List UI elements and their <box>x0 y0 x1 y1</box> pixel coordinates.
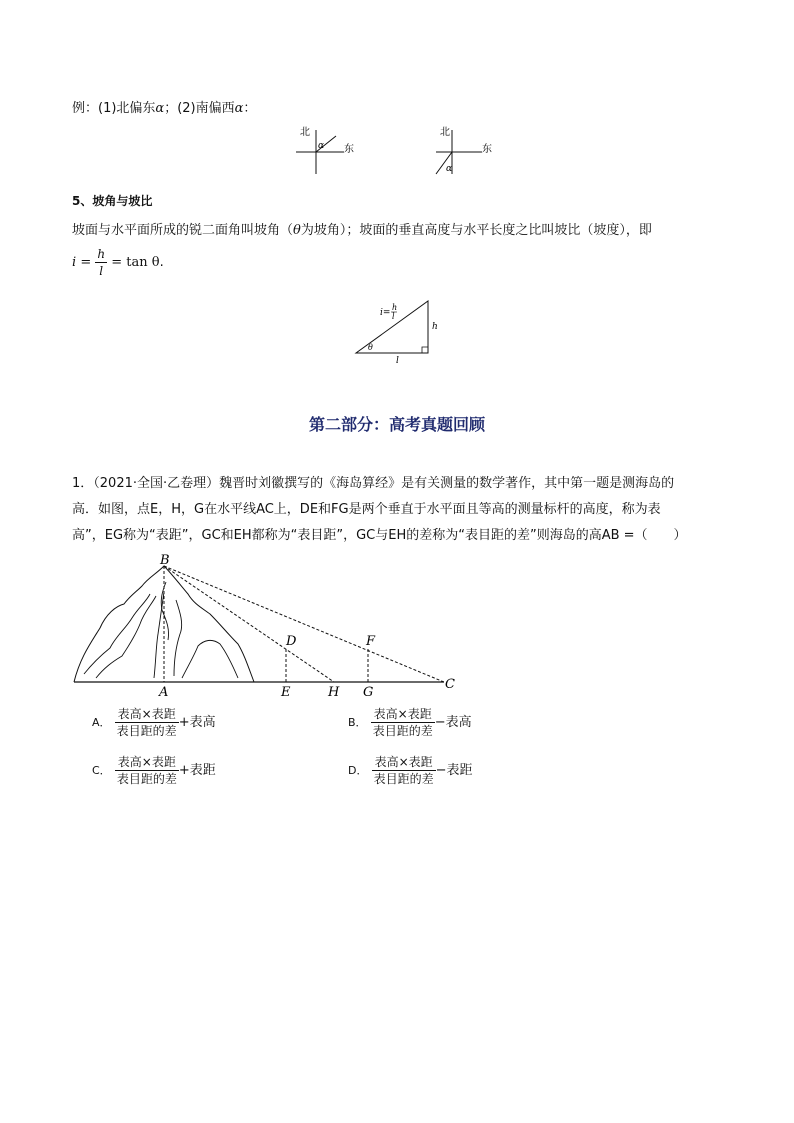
i-label: i= <box>380 308 391 318</box>
theta-label: θ <box>368 343 373 352</box>
point-g-label: G <box>363 685 374 698</box>
sight-line-bh <box>164 566 334 682</box>
part2-title: 第二部分：高考真题回顾 <box>308 415 485 434</box>
option-b[interactable]: B． $\frac{\text{表高×表距}}{\text{表目距的差}}$ −表高 <box>348 707 472 738</box>
compass-diagram-south-west <box>432 122 502 177</box>
example-line: 例：(1)北偏东α；(2)南偏西α： <box>72 101 257 116</box>
l-label: l <box>396 356 399 365</box>
point-c-label: C <box>445 677 455 692</box>
option-c[interactable]: C． $\frac{\text{表高×表距}}{\text{表目距的差}}$ +表距 <box>92 755 216 786</box>
slope-triangle-diagram <box>350 295 450 365</box>
north-label: 北 <box>440 127 450 138</box>
option-a[interactable]: A． $\frac{\text{表高×表距}}{\text{表目距的差}}$ +表高 <box>92 707 216 738</box>
question-1-line-2: 高．如图，点E，H，G在水平线AC上，DE和FG是两个垂直于水平面且等高的测量标杆的高度，称为表 <box>72 502 661 517</box>
option-d[interactable]: D． $\frac{\text{表高×表距}}{\text{表目距的差}}$ −表距 <box>348 755 473 786</box>
alpha-label: α <box>446 164 453 174</box>
east-label: 东 <box>482 144 492 155</box>
point-f-label: F <box>366 634 376 649</box>
i-frac-num: h <box>392 303 398 312</box>
point-h-label: H <box>328 685 340 698</box>
h-label: h <box>432 322 438 332</box>
alpha-label: α <box>318 141 325 151</box>
compass-diagram-north-east <box>292 122 362 177</box>
question-1-line-3: 高”，EG称为“表距”，GC和EH都称为“表目距”，GC与EH的差称为“表目距的差”则海岛的高AB =（ ） <box>72 528 687 543</box>
point-d-label: D <box>286 634 297 649</box>
point-a-label: A <box>159 685 169 698</box>
point-e-label: E <box>281 685 291 698</box>
section-5-title: 5、坡角与坡比 <box>72 194 153 208</box>
east-label: 东 <box>344 144 354 155</box>
i-frac-den: l <box>392 312 395 321</box>
question-1-line-1: 1．（2021·全国·乙卷理）魏晋时刘徽撰写的《海岛算经》是有关测量的数学著作，其中第一题是测海岛的 <box>72 476 675 491</box>
north-label: 北 <box>300 127 310 138</box>
point-b-label: B <box>160 553 170 568</box>
sight-line-bc <box>164 566 444 682</box>
island-diagram <box>70 548 470 698</box>
section-5-text: 坡面与水平面所成的锐二面角叫坡角（θ为坡角）；坡面的垂直高度与水平长度之比叫坡比（坡度），即 <box>72 223 652 238</box>
slope-formula: i = $\frac{h}{l}$ = tan θ. <box>72 247 164 278</box>
